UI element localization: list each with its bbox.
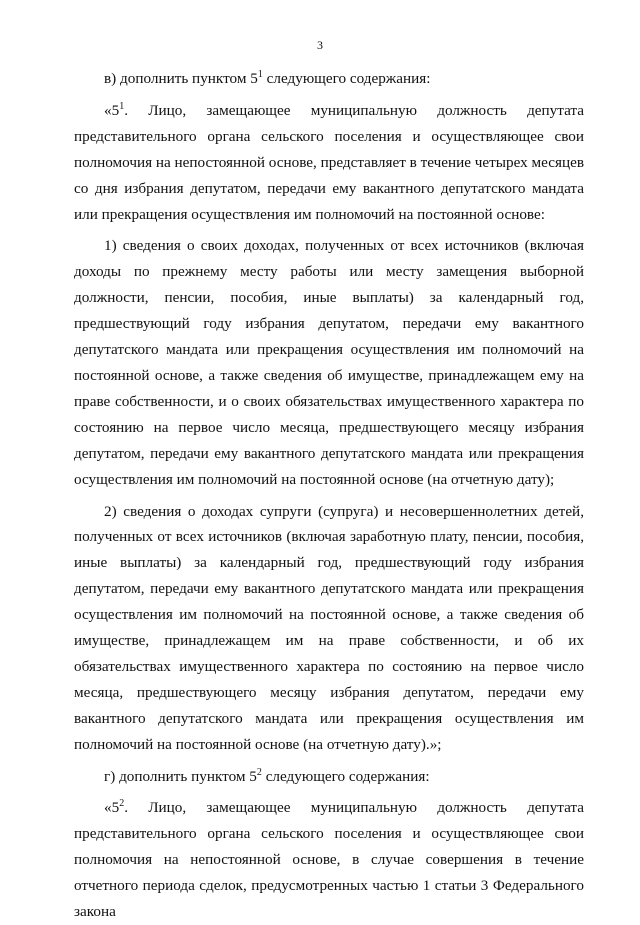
p52-open: «5	[104, 799, 120, 817]
g-intro-before: г) дополнить пунктом 5	[104, 767, 257, 785]
document-body	[74, 66, 584, 925]
p51-text: . Лицо, замещающее муниципальную должность депутата представительного органа сельского поселения и осуществляющее свои полномочия на непостоянной основе, представляет в течение четырех месяцев со дня избрания депутатом, передачи ему вакантного депутатского мандата или прекращения осуществления им полномочий на постоянной основе:	[74, 101, 585, 223]
g-intro-after: следующего содержания:	[261, 767, 430, 785]
v-intro-after: следующего содержания:	[262, 70, 431, 87]
paragraph-5-1	[74, 98, 584, 228]
p52-sup: 2	[119, 798, 125, 810]
page-number: 3	[317, 38, 323, 52]
paragraph-v-intro	[74, 66, 584, 92]
paragraph-g-intro	[74, 764, 584, 790]
p52-text: . Лицо, замещающее муниципальную должность депутата представительного органа сельского поселения и осуществляющее свои полномочия на непостоянной основе, в случае совершения в течение отчетного периода сделок, предусмотренных частью 1 статьи 3 Федерального закона	[74, 799, 584, 921]
paragraph-item-2: 2) сведения о доходах супруги (супруга) и несовершеннолетних детей, полученных от всех источников (включая заработную плату, пенсии, пособия, иные выплаты) за календарный год, предшествующий году избрания депутатом, передачи ему вакантного депутатского мандата или прекращения осуществления им полномочий на постоянной основе, а также сведения об имуществе, принадлежащем им на праве собственности, и об их обязательствах имущественного характера по состоянию на первое число месяца, предшествующего месяцу избрания депутатом, передачи ему вакантного депутатского мандата или прекращения осуществления им полномочий на постоянной основе (на отчетную дату).»;	[74, 502, 584, 753]
paragraph-5-2	[74, 795, 584, 925]
p51-open: «5	[104, 101, 120, 119]
p51-sup: 1	[119, 100, 125, 112]
g-intro-sup: 2	[256, 766, 262, 778]
v-intro-before: в) дополнить пунктом 5	[104, 70, 258, 87]
paragraph-item-1: 1) сведения о своих доходах, полученных от всех источников (включая доходы по прежнему месту работы или месту замещения выборной должности, пенсии, пособия, иные выплаты) за календарный год, предшествующий году избрания депутатом, передачи ему вакантного депутатского мандата или прекращения осуществления им полномочий на постоянной основе, а также сведения об имуществе, принадлежащем ему на праве собственности, и о своих обязательствах имущественного характера по состоянию на первое число месяца, предшествующего месяцу избрания депутатом, передачи ему вакантного депутатского мандата или прекращения осуществления им полномочий на постоянной основе (на отчетную дату);	[74, 237, 584, 488]
v-intro-sup: 1	[257, 69, 263, 80]
